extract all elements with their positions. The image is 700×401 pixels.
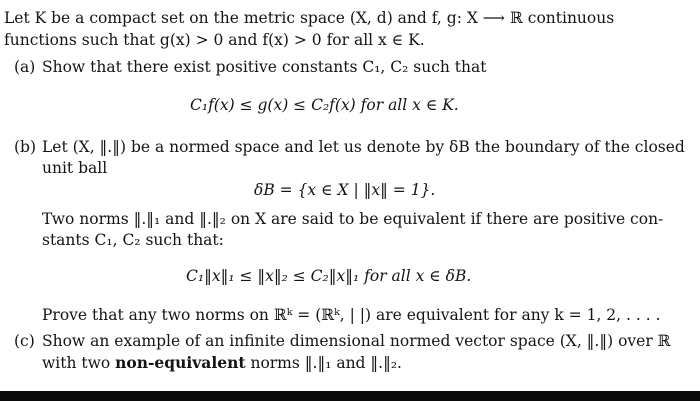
part-c-line-2-pre: with two	[42, 354, 116, 372]
part-c-line-2-post: norms ‖.‖₁ and ‖.‖₂.	[245, 354, 402, 372]
part-a-inequality: C₁f(x) ≤ g(x) ≤ C₂f(x) for all x ∈ K.	[190, 96, 459, 114]
part-a-text: Show that there exist positive constants C₁, C₂ such that	[42, 58, 487, 76]
part-b-line-5: Prove that any two norms on ℝᵏ = (ℝᵏ, | |) are equivalent for any k = 1, 2, . . . .	[42, 306, 661, 324]
part-a-label: (a)	[14, 58, 36, 76]
part-b-norm-inequality: C₁‖x‖₁ ≤ ‖x‖₂ ≤ C₂‖x‖₁ for all x ∈ δB.	[186, 267, 472, 285]
part-c-line-1: Show an example of an infinite dimensional normed vector space (X, ‖.‖) over ℝ	[42, 332, 671, 350]
part-b-line-1: Let (X, ‖.‖) be a normed space and let us denote by δB the boundary of the closed	[42, 138, 685, 156]
bottom-bar	[0, 391, 700, 401]
part-b-line-3: Two norms ‖.‖₁ and ‖.‖₂ on X are said to be equivalent if there are positive con-	[42, 210, 664, 228]
intro-line-1: Let K be a compact set on the metric space (X, d) and f, g: X ⟶ ℝ continuous	[4, 9, 615, 27]
intro-line-2: functions such that g(x) > 0 and f(x) > 0 for all x ∈ K.	[4, 31, 425, 49]
part-c-line-2	[42, 353, 402, 373]
part-c-line-2-bold: non-equivalent	[115, 353, 246, 372]
part-b-label: (b)	[14, 138, 37, 156]
part-c-label: (c)	[14, 332, 35, 350]
part-b-line-2: unit ball	[42, 159, 108, 177]
part-b-boundary-definition: δB = {x ∈ X | ‖x‖ = 1}.	[254, 181, 436, 199]
part-b-line-4: stants C₁, C₂ such that:	[42, 231, 224, 249]
